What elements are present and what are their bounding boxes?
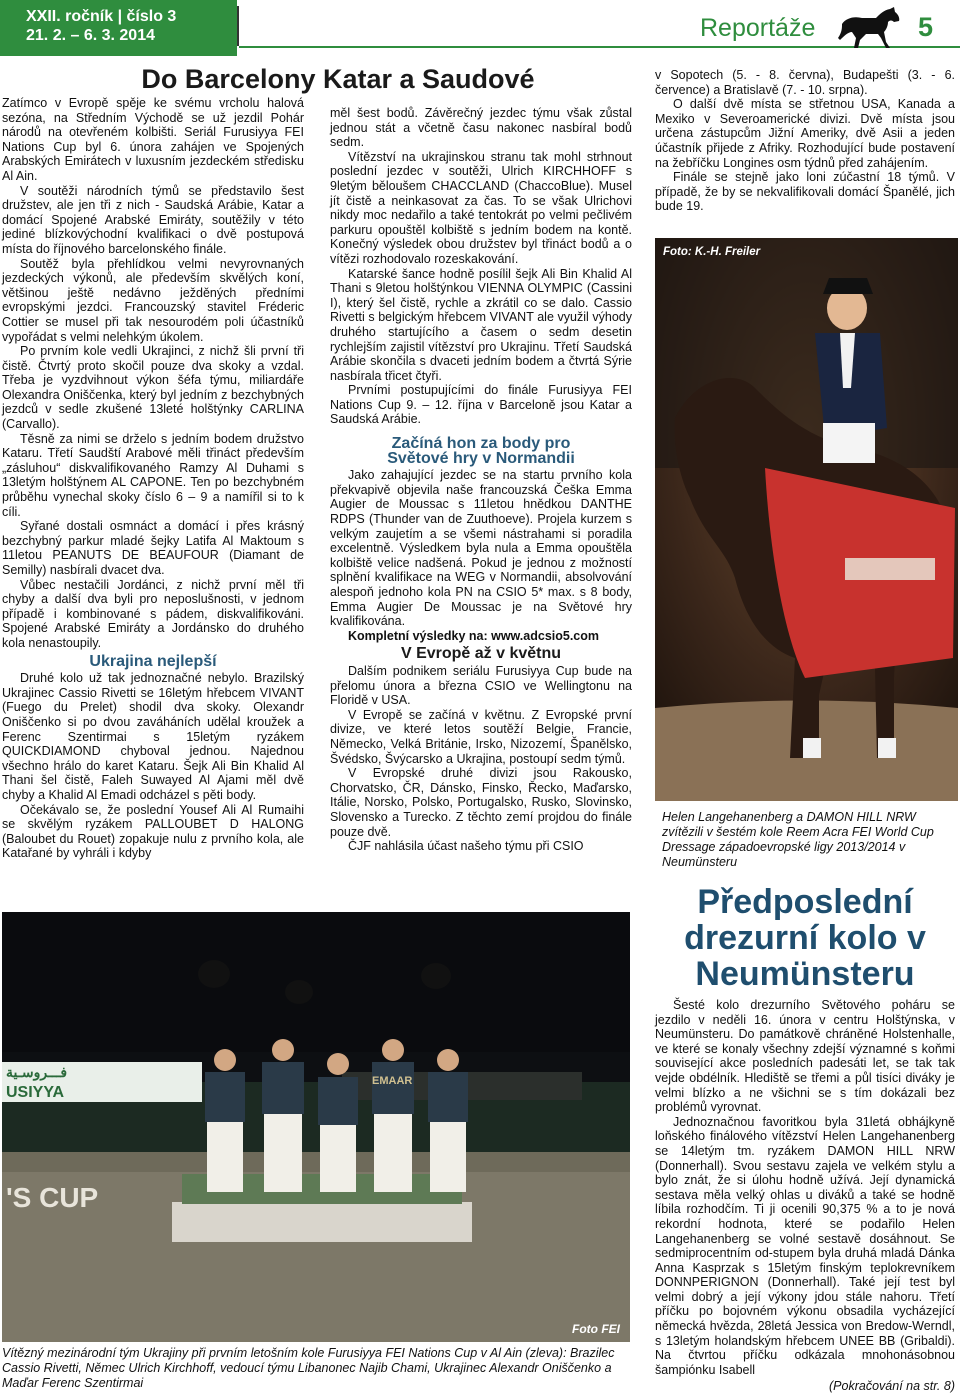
paragraph: Vůbec nestačili Jordánci, z nichž první měl tři chyby a další dva byli pro neposlušnosti, v jednom případě i kombinované s pádem, diskvalifikováni. Spojené Arabské Emiráty a Jordánsko do druhého kola nenastoupily.: [2, 577, 304, 650]
paragraph: Jednoznačnou favoritkou byla 31letá obhájkyně loňského finálového vítězství Helen Langehanenberg se 14letým tm. ryzákem DAMON HILL NRW (Donnerhall). Svou sestavu zajela ve velkém stylu a bylo znát, že si úlohu hodně užívá. Její dynamická sestava měla velký ohlas u diváků a také se hodně líbila rozhodčím. Ti ji ocenili 90,375 % a to je nová rekordní hodnota, které se podařilo Helen Langehanenberg se volné sestavě dosáhnout. Se sedmiprocentním od-stupem byla druhá mladá Dánka Anna Kasprzak s 15letým finským teplokrevníkem DONNPERIGNON (Donnerhall). Také její test byl velmi dobrý a její výkony jdou stále nahoru. Třetí příčku po bojovném výkonu obsadila vycházející německá hvězda, 28letá Jessica von Bredow-Werndl, s 13letým holandským hřebcem UNEE BB (Gribaldi). Na čtvrtou příčku odkázala mnohonásobnou šampiónku Isabell: [655, 1114, 955, 1377]
paragraph: Vítězství na ukrajinskou stranu tak mohl strhnout poslední jezdec v soutěži, Ulrich KIRCHHOFF s 9letým běloušem CHACCLAND (ChaccoBlue). Musel jít čistě a neinkasovat za čas. To se však Ulrichovi nikdy moc nedařilo a také tentokrát po velmi pečlivém parkuru opouštěl kolbiště s jedním bodem na kontě. Konečný výsledek obou družstev byl třináct bodů a o vítězi rozhodovalo rozeskakování.: [330, 149, 632, 266]
team-photo: [2, 912, 630, 1342]
paragraph: V soutěži národních týmů se představilo šest družstev, ale jen tři z nich - Saudská Arábie, Katar a domácí Spojené Arabské Emiráty, soutěžily v této jediné blízkovýchodní kvalifikaci o dvě postupová místa do říjnového barcelonského finále.: [2, 183, 304, 256]
banner-emaar: EMAAR: [372, 1075, 413, 1087]
paragraph: Soutěž byla přehlídkou velmi nevyrovnaných jezdeckých výkonů, ale především skvělých koní, většinou ještě nedávno ježděných předními evropskými jezdci. Francouzský stavitel Fréderic Cottier se musel při tak nesourodém poli účastníků vypořádat s velmi nelehkým úkolem.: [2, 256, 304, 344]
subheading-evropa: V Evropě až v květnu: [400, 645, 562, 663]
paragraph: Zatímco v Evropě spěje ke svému vrcholu halová sezóna, na Středním Východě se už jezdil Pohár národů na otevřeném kolbišti. Seriál Furusiyya FEI Nations Cup byl 6. února zahájen ve Spojených Arabských Emirátech v luxusním jezdeckém středisku Al Ain.: [2, 96, 304, 183]
subheading-normandie: Začíná hon za body pro Světové hry v Normandii: [387, 435, 575, 467]
continued-note: (Pokračování na str. 8): [829, 1379, 955, 1394]
section-title: Reportáže: [700, 14, 816, 42]
paragraph: Katarské šance hodně posílil šejk Ali Bin Khalid Al Thani s 9letou holštýnkou VIENNA OLYMPIC (Cassini I), který šel čistě, rychle a zkrátil co se dalo. Cassio Rivetti s belgickým hřebcem VIVANT ale využil výhody druhého startujícího a časem o sedm desetin rychlejším zajistil vítězství pro Ukrajinu. Třetí Saudská Arábie skončila s dvaceti jedním bodem a čtvrtá Sýrie nasbírala třicet čtyři.: [330, 266, 632, 383]
paragraph: Dalším podnikem seriálu Furusiyya Cup bude na přelomu února a března CSIO ve Wellingtonu na Floridě v USA.: [330, 663, 632, 708]
paragraph: v Sopotech (5. - 8. června), Budapešti (3. - 6. července) a Bratislavě (7. - 10. srpna).: [655, 68, 955, 97]
paragraph: Druhé kolo už tak jednoznačné nebylo. Brazilský Ukrajinec Cassio Rivetti se 16letým hřebcem VIVANT (Fuego du Prelet) shodil dva skoky. Olexandr Oniščenko si po dvou zaváháních udělal kroužek a Ferenc Szentirmai s 15letým ryzákem QUICKDIAMOND chyboval jednou. Najednou všechno hrálo do karet Kataru. Šejk Ali Bin Khalid Al Thani šel čistě, Faleh Suwayed Al Ajami měl dvě chyby a Khalid Al Emadi odcházel s pěti body.: [2, 671, 304, 802]
article-column-3: [655, 68, 955, 214]
photo-credit-fei: Foto FEI: [572, 1322, 620, 1336]
article-dressage-text: [655, 998, 955, 1394]
paragraph: Po prvním kole vedli Ukrajinci, z nichž šli první tři čistě. Čtvrtý proto skočil pouze dva skoky a vzdal. Třeba je vyzdvihnout výkon šéfa týmu, miliardáře Olexandra Oniščenka, který byl jedním z bezchybných jezdců v sedle zkušené 13leté holštýnky CARLINA (Carvallo).: [2, 344, 304, 432]
dressage-photo-image: [655, 238, 958, 801]
photo-credit: Foto: K.-H. Freiler: [663, 246, 761, 258]
banner-cup: 'S CUP: [6, 1182, 99, 1213]
header-divider: [237, 6, 239, 46]
article-title-dressage: Předposlední drezurní kolo v Neumünsteru: [684, 883, 926, 993]
paragraph: Očekávalo se, že poslední Yousef Ali Al Rumaihi se skvělým ryzákem PALLOUBET D HALONG (Baloubet du Rouet) zopakuje nulu z prvního kola, ale Katařané by vyhráli i kdyby: [2, 802, 304, 861]
paragraph: Syřané dostali osmnáct a domácí i přes krásný bezchybný parkur mladé šejky Latifa Al Maktoum s 11letou PEANUTS DE BEAUFOUR (Diamant de Semilly) nasbírali dvacet dva.: [2, 519, 304, 577]
paragraph: ČJF nahlásila účast našeho týmu při CSIO: [348, 839, 584, 854]
paragraph: V Evropě se začíná v květnu. Z Evropské první divize, ve které letos soutěží Belgie, Francie, Německo, Velká Británie, Irsko, Nizozemí, Španělsko, Švédsko, Švýcarsko a Ukrajina, postoupí sedm týmů.: [330, 707, 632, 766]
dressage-photo-caption: Helen Langehanenberg a DAMON HILL NRW zvítězili v šestém kole Reem Acra FEI World Cup Dressage západoevropské ligy 2013/2014 v Neumünsteru: [662, 810, 934, 869]
banner-arabic: ف‍ـــروس‍ـية: [6, 1064, 68, 1080]
paragraph: Šesté kolo drezurního Světového poháru se jezdilo v neděli 16. února v centru Holštýnska, v Neumünsteru. Do památkově chráněné Holstenhalle, ve které se konaly všechny zdejší významné s koňmi související akce posledních padesáti let, se tak tak vejde obdélník. Hlediště se třemi a půl tisíci diváky je velmi blízko a ne všichni se s tím dokázali bez problémů vyrovnat.: [655, 998, 955, 1115]
results-link[interactable]: Kompletní výsledky na: www.adcsio5.com: [348, 628, 600, 643]
paragraph: Těsně za nimi se drželo s jedním bodem družstvo Kataru. Třetí Saudští Arabové měli třináct především „zásluhou“ diskvalifikovaného Ramzy Al Duhami s 13letým holštýnem AL CAPONE. Ten po bezchybném průběhu vynechal skoky číslo 6 – 9 a namířil si to k cíli.: [2, 431, 304, 519]
paragraph: Finále se stejně jako loni zúčastní 18 týmů. V případě, že by se nekvalifikovali domácí Španělé, jich bude 19.: [655, 170, 955, 214]
paragraph: měl šest bodů. Závěrečný jezdec týmu však zůstal jednou stát a včetně času nakonec nasbíral bodů sedm.: [330, 106, 632, 150]
paragraph: Prvními postupujícími do finále Furusiyya FEI Nations Cup 9. – 12. října v Barceloně jsou Katar a Saudská Arábie.: [330, 383, 632, 427]
paragraph: Jako zahajující jezdec se na startu prvního kola překvapivě objevila naše francouzská Češka Emma Augier de Moussac s 11letou hnědkou DANTHE RDPS (Thunder van de Zuuthoeve). Projela kurzem s velkým zaujetím a se všemi nástrahami si poradila excelentně. Výsledkem byla nula a Emma opouštěla kolbiště velice nadšená. Pokud je jednou z možností splnění kvalifikace na WEG v Normandii, absolvování alespoň jednoho kola PN na CSIO 5* max. s 8 body, Emma Augier De Moussac je na Světové hry kvalifikována.: [330, 468, 632, 629]
banner-usiyya: USIYYA: [6, 1084, 65, 1101]
paragraph: V Evropské druhé divizi jsou Rakousko, Chorvatsko, ČR, Dánsko, Finsko, Řecko, Maďarsko, Itálie, Norsko, Polsko, Portugalsko, Rusko, Slovinsko, Slovensko a Turecko. Z těchto zemí projdou do finále pouze dvě.: [330, 766, 632, 839]
team-photo-image: [2, 912, 630, 1342]
page-number: 5: [918, 12, 934, 42]
issue-line-1: XXII. ročník | číslo 3: [26, 8, 177, 25]
team-photo-caption: Vítězný mezinárodní tým Ukrajiny při prvním letošním kole Furusiyya FEI Nations Cup v Al Ain (zleva): Brazilec Cassio Rivetti, Němec Ulrich Kirchhoff, vedoucí týmu Libanonec Najib Chami, Ukrajinec Alexandr Oniščenko a Maďar Ferenc Szentirmai: [2, 1346, 615, 1390]
paragraph: O další dvě místa se střetnou USA, Kanada a Mexiko v Severoamerické divizi. Dvě místa jsou určena zástupcům Jižní Ameriky, dvě Asii a jeden účastník přijede z Afriky. Rozhodující bude postavení na žebříčku Longines osm týdnů před zahájením.: [655, 97, 955, 170]
article-column-1: [2, 96, 304, 861]
article-column-2: [330, 106, 632, 854]
subheading: Ukrajina nejlepší: [89, 652, 217, 670]
issue-info: [0, 0, 237, 56]
page-header: [0, 0, 960, 56]
horse-silhouette-icon: [836, 6, 902, 50]
dressage-photo: [655, 238, 958, 801]
article-title: Do Barcelony Katar a Saudové: [141, 64, 535, 94]
issue-line-2: 21. 2. – 6. 3. 2014: [26, 27, 155, 44]
